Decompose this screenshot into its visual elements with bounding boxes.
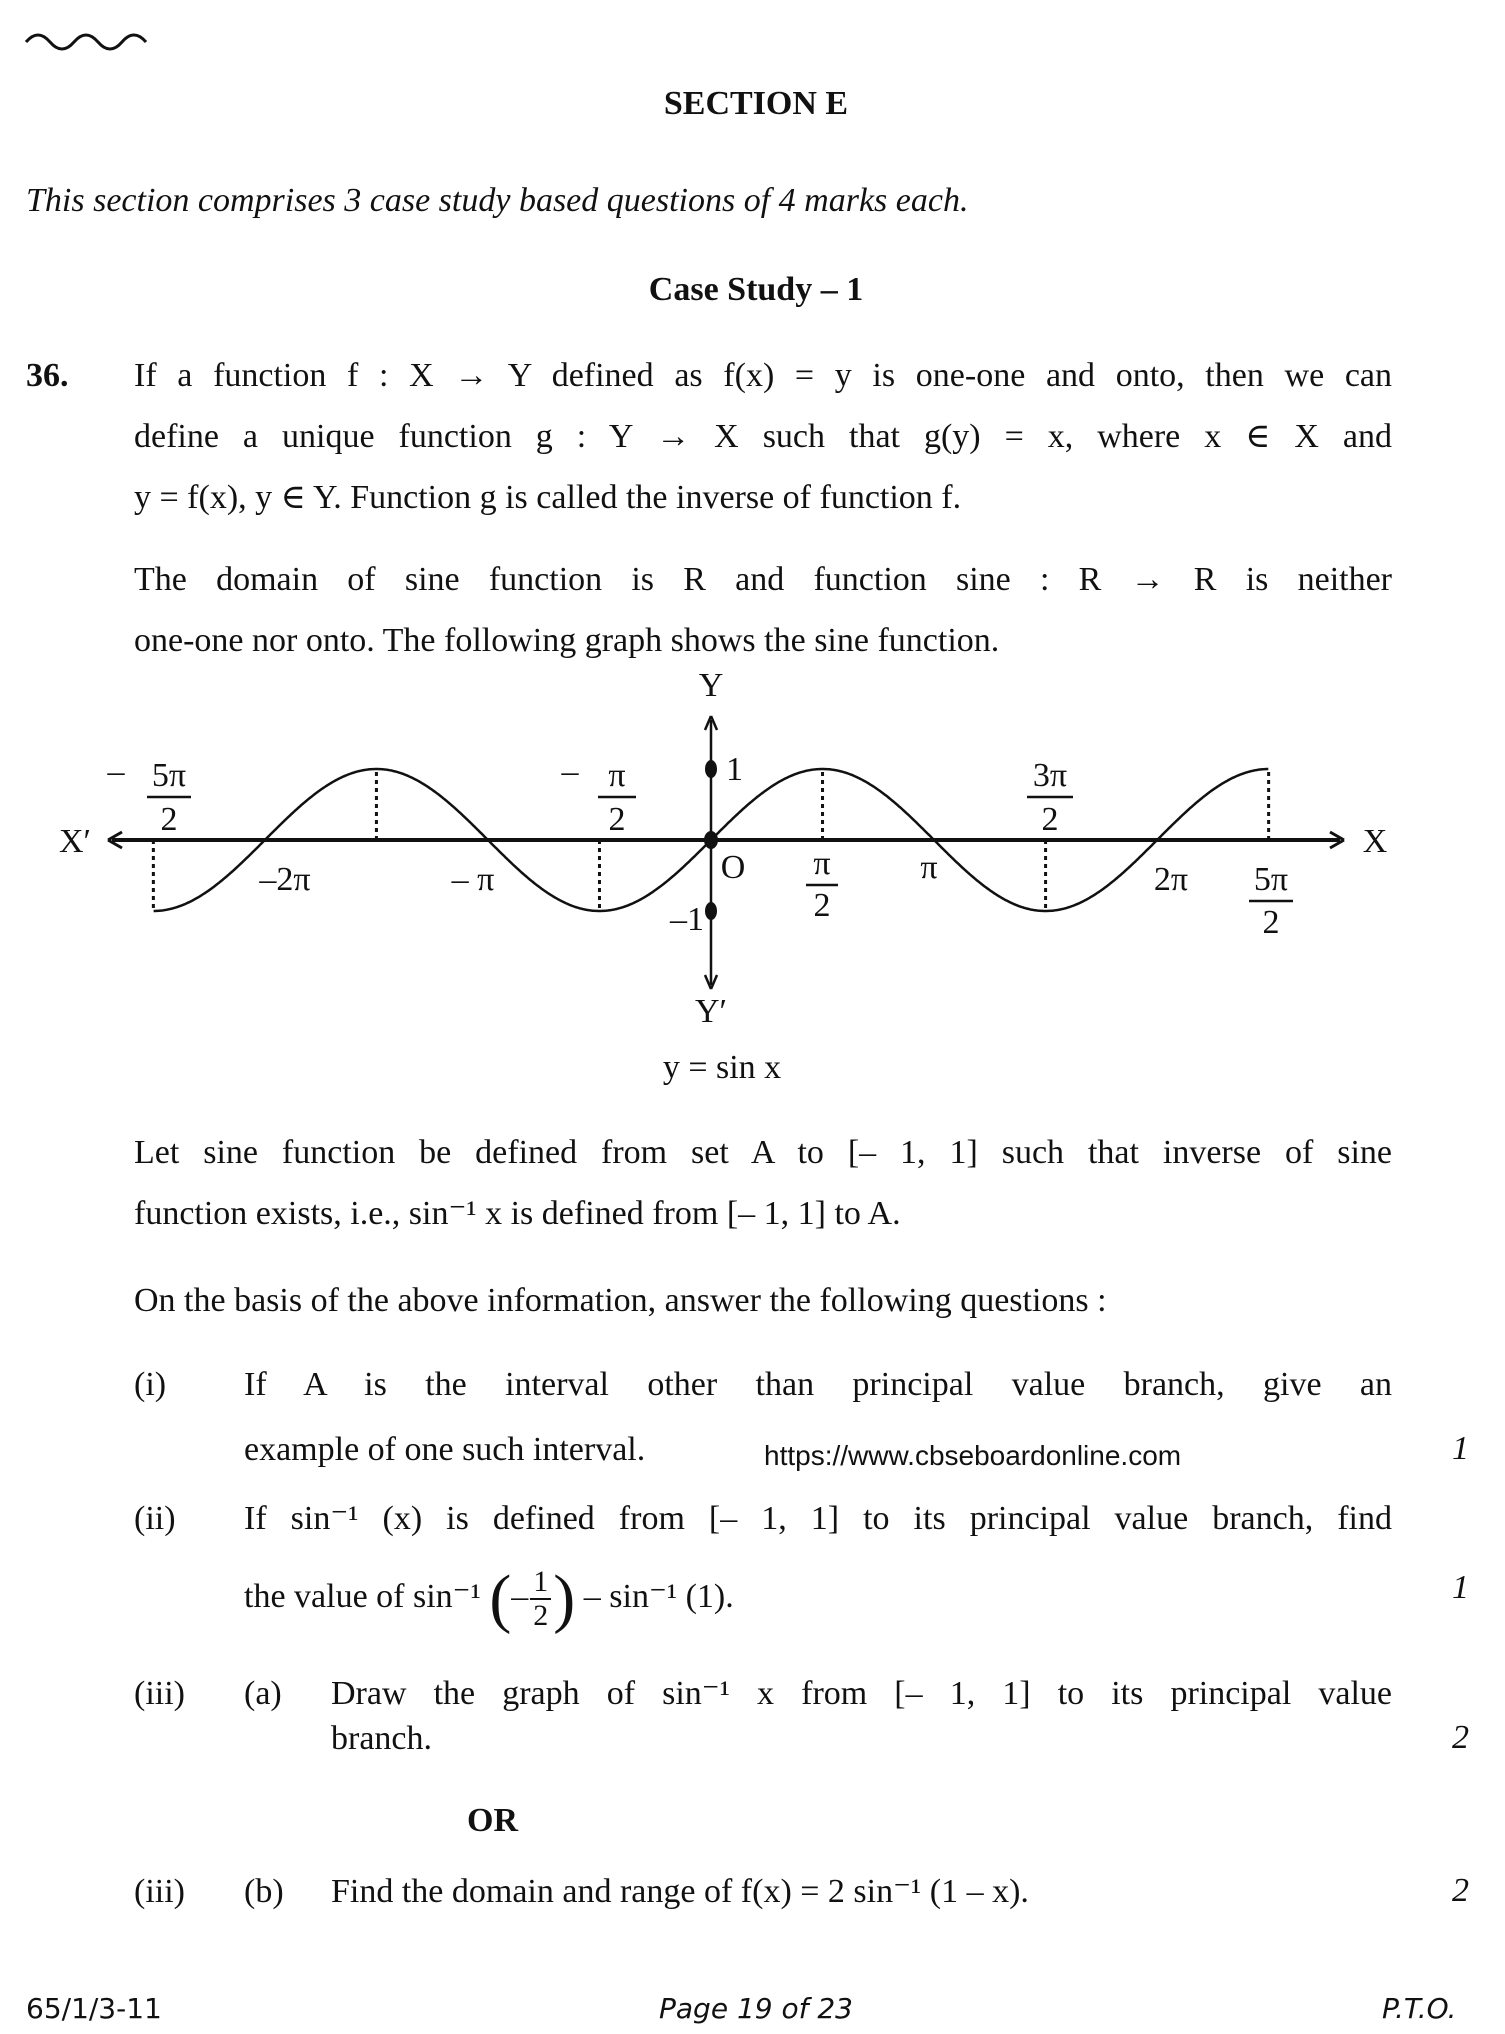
svg-text:2: 2 — [1041, 801, 1059, 838]
para2-line: one-one nor onto. The following graph shows the sine function. — [134, 622, 1000, 659]
tick-pi: π — [920, 849, 938, 886]
svg-text:5π: 5π — [151, 757, 187, 794]
svg-text:–: – — [107, 753, 125, 790]
part-i-marks: 1 — [1452, 1430, 1469, 1467]
part-i-line2: example of one such interval. — [244, 1431, 646, 1468]
para1-line: define a unique function g : Y → X such that g(y) = x, where x ∈ X and — [134, 418, 1392, 455]
sine-graph — [0, 650, 1505, 1100]
watermark-url: https://www.cbseboardonline.com — [764, 1440, 1182, 1471]
part-iiia-sub: (a) — [244, 1675, 282, 1712]
part-iiib-label: (iii) — [134, 1873, 185, 1910]
right-paren: ) — [553, 1562, 576, 1635]
part-iiib-sub: (b) — [244, 1873, 284, 1910]
label-one: 1 — [726, 751, 743, 788]
part-iiia-line1: Draw the graph of sin⁻¹ x from [– 1, 1] to its principal value — [331, 1675, 1392, 1712]
part-iiia-line2: branch. — [331, 1720, 433, 1757]
left-paren: ( — [489, 1562, 512, 1635]
frac-sign: – — [511, 1577, 529, 1615]
tick-neg-pi-2 — [561, 753, 637, 838]
part-ii-label: (ii) — [134, 1500, 176, 1537]
part-ii-line2 — [244, 1562, 734, 1635]
x-neg-axis-label: X′ — [59, 823, 91, 860]
svg-text:5π: 5π — [1253, 861, 1289, 898]
part-iiia-label: (iii) — [134, 1675, 185, 1712]
tick-neg-5pi-2 — [107, 753, 192, 838]
or-divider: OR — [467, 1802, 518, 1839]
point-y-1 — [705, 760, 717, 778]
fraction-one-half: $\frac{1}{2}$ — [530, 1566, 551, 1632]
part-i-label: (i) — [134, 1366, 167, 1403]
section-intro: This section comprises 3 case study based questions of 4 marks each. — [26, 182, 969, 219]
question-number: 36. — [26, 357, 69, 394]
svg-text:2: 2 — [608, 801, 626, 838]
part-iiib-text: Find the domain and range of f(x) = 2 sin⁻¹ (1 – x). — [331, 1873, 1029, 1910]
part-ii-post: – sin⁻¹ (1). — [583, 1577, 734, 1615]
section-title: SECTION E — [663, 85, 849, 122]
tick-2pi: 2π — [1153, 861, 1189, 898]
page-number: Page 19 of 23 — [659, 1992, 853, 2025]
part-i-line1: If A is the interval other than principal value branch, give an — [244, 1366, 1392, 1403]
svg-text:3π: 3π — [1032, 757, 1068, 794]
tick-3pi-2 — [1027, 757, 1073, 838]
point-origin — [704, 831, 718, 849]
para1-line: y = f(x), y ∈ Y. Function g is called the inverse of function f. — [134, 479, 962, 516]
tick-neg-2pi: –2π — [259, 861, 311, 898]
point-y-neg1 — [705, 902, 717, 920]
part-iiib-marks: 2 — [1452, 1872, 1469, 1909]
graph-caption: y = sin x — [662, 1049, 782, 1086]
part-ii-pre: the value of sin⁻¹ — [244, 1577, 481, 1615]
tick-5pi-2 — [1249, 861, 1293, 941]
svg-text:2: 2 — [1262, 904, 1280, 941]
part-iiia-marks: 2 — [1452, 1719, 1469, 1756]
svg-text:π: π — [813, 845, 831, 882]
x-axis-label: X — [1362, 823, 1388, 860]
para3-line: Let sine function be defined from set A to [– 1, 1] such that inverse of sine — [134, 1134, 1392, 1171]
y-axis-label: Y — [698, 667, 724, 704]
para1-line: If a function f : X → Y defined as f(x) = y is one-one and onto, then we can — [134, 357, 1392, 394]
svg-text:2: 2 — [160, 801, 178, 838]
part-ii-marks: 1 — [1452, 1569, 1469, 1606]
para4: On the basis of the above information, answer the following questions : — [134, 1282, 1107, 1319]
y-neg-axis-label: Y′ — [695, 993, 727, 1030]
pto: P.T.O. — [1382, 1992, 1457, 2025]
label-origin: O — [720, 849, 746, 886]
tick-pi-2 — [806, 845, 838, 924]
case-study-title: Case Study – 1 — [648, 271, 864, 308]
svg-text:π: π — [608, 757, 626, 794]
svg-text:–: – — [561, 753, 579, 790]
para2-line: The domain of sine function is R and function sine : R → R is neither — [134, 561, 1392, 598]
tick-neg-pi: – π — [451, 861, 495, 898]
paper-code: 65/1/3-11 — [26, 1992, 162, 2025]
part-ii-line1: If sin⁻¹ (x) is defined from [– 1, 1] to its principal value branch, find — [244, 1500, 1392, 1537]
decorative-squiggle — [24, 28, 156, 52]
para3-line: function exists, i.e., sin⁻¹ x is defined from [– 1, 1] to A. — [134, 1195, 901, 1232]
svg-text:2: 2 — [813, 887, 831, 924]
label-neg-one: –1 — [670, 901, 704, 938]
